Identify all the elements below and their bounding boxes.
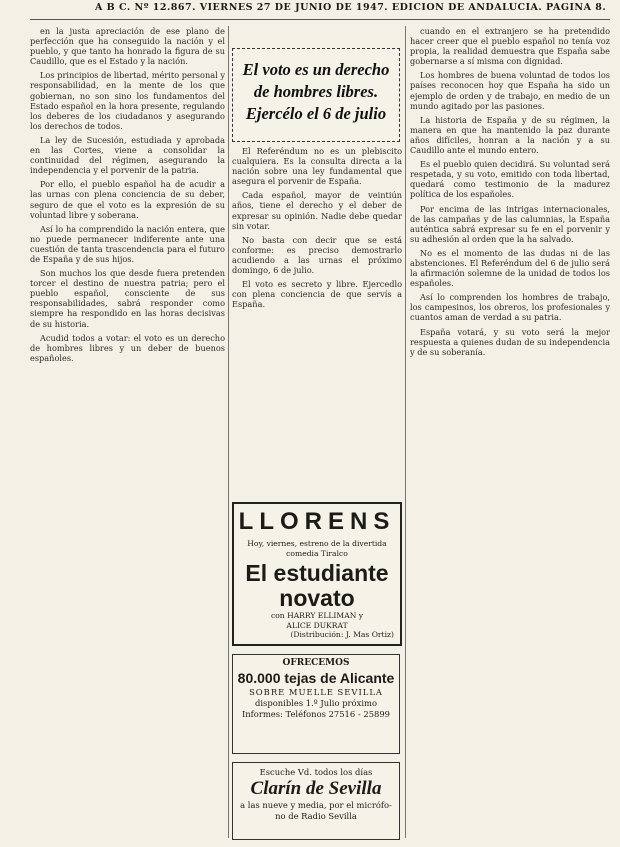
left-paragraph: en la justa apreciación de ese plano de perfección que ha conseguido la nación y el pueblo, y que tanto ha honrado la figura de su Caudillo, que es el Estado y la nación. — [30, 26, 225, 67]
middle-article — [232, 146, 402, 490]
llorens-title: LLORENS — [238, 508, 396, 535]
middle-paragraph: No basta con decir que se está conforme: es preciso demostrarlo acudiendo a las urnas el próximo domingo, 6 de julio. — [232, 234, 402, 276]
left-paragraph: Por ello, el pueblo español ha de acudir a las urnas con plena conciencia de su deber, seguro de que el voto es la expresión de su voluntad libre y soberana. — [30, 179, 225, 220]
cast-line-1: con HARRY ELLIMAN y — [270, 611, 364, 620]
right-paragraph: España votará, y su voto será la mejor respuesta a quienes dudan de su independencia y de su soberanía. — [410, 326, 610, 357]
tejas-line-1: OFRECEMOS — [282, 658, 350, 668]
llorens-cinema-ad — [232, 502, 402, 646]
film-title-line-1: El estudiante — [245, 560, 389, 586]
left-paragraph: La ley de Sucesión, estudiada y aprobada en las Cortes, viene a consolidar la continuidad del régimen, asegurando la independencia y el porvenir de la patria. — [30, 134, 225, 176]
referendum-headline-box — [232, 48, 400, 142]
right-paragraph: Por encima de las intrigas internacionales, de las campañas y de las calumnias, la España auténtica sabrá expresar su fe en el porvenir y su adhesión al orden que la ha salvado. — [410, 203, 610, 244]
left-paragraph: Acudid todos a votar: el voto es un derecho de hombres libres y un deber de buenos españoles. — [30, 332, 225, 363]
headline-line-3: Ejercélo el 6 de julio — [245, 104, 387, 123]
left-paragraph: Son muchos los que desde fuera pretenden torcer el destino de nuestra patria; pero el pueblo español, consciente de sus responsabilidades, sabrá responder como siempre ha respondido en las horas decisivas de su historia. — [30, 268, 225, 329]
headline-line-2: de hombres libres. — [253, 82, 379, 101]
middle-paragraph: El Referéndum no es un plebiscito cualquiera. Es la consulta directa a la nación sobre una ley fundamental que asegura el porvenir de España. — [232, 146, 402, 187]
tejas-line-3: SOBRE MUELLE SEVILLA — [249, 686, 383, 697]
llorens-line-1: Hoy, viernes, estreno de la divertida — [247, 539, 387, 548]
middle-paragraph: Cada español, mayor de veintiún años, tiene el derecho y el deber de expresar su opinión. Nadie debe quedar sin votar. — [232, 190, 402, 231]
tejas-line-4: disponibles 1.º Julio próximo — [255, 697, 377, 708]
left-column — [30, 26, 225, 838]
middle-paragraph: El voto es secreto y libre. Ejercedlo con plena conciencia de que servís a España. — [232, 279, 402, 310]
clarin-title: Clarín de Sevilla — [250, 778, 382, 799]
clarin-line-1: Escuche Vd. todos los días — [259, 767, 373, 777]
column-divider-left — [228, 26, 229, 838]
clarin-line-2: a las nueve y media, por el micrófo- — [240, 800, 392, 810]
right-paragraph: Así lo comprenden los hombres de trabajo, los campesinos, los obreros, los profesionales y cuantos aman de verdad a su patria. — [410, 292, 610, 323]
page-header: A B C. Nº 12.867. VIERNES 27 DE JUNIO DE 1947. EDICION DE ANDALUCIA. PAGINA 8. — [95, 2, 607, 13]
film-title-line-2: novato — [279, 585, 355, 611]
tejas-ad — [232, 654, 400, 754]
right-column — [410, 26, 610, 838]
tejas-line-2: 80.000 tejas de Alicante — [237, 669, 395, 686]
right-paragraph: Es el pueblo quien decidirá. Su voluntad será respetada, y su voto, emitido con toda libertad, quedará como testimonio de la madurez política de los españoles. — [410, 159, 610, 200]
right-paragraph: No es el momento de las dudas ni de las abstenciones. El Referéndum del 6 de julio será la afirmación solemne de la unidad de todos los españoles. — [410, 247, 610, 289]
clarin-radio-ad — [232, 762, 400, 840]
llorens-line-2: comedia Tiralco — [286, 548, 348, 558]
right-paragraph: Los hombres de buena voluntad de todos los países reconocen hoy que España ha sido un ejemplo de orden y de trabajo, en medio de un mundo agitado por las pasiones. — [410, 70, 610, 111]
clarin-line-3: no de Radio Sevilla — [275, 811, 357, 821]
tejas-line-5: Informes: Teléfonos 27516 - 25899 — [241, 708, 391, 719]
distribution-line: (Distribución: J. Mas Ortiz) — [290, 630, 394, 639]
left-paragraph: Así lo ha comprendido la nación entera, que no puede permanecer indiferente ante una cuestión de tanta trascendencia para el futuro de España y de sus hijos. — [30, 223, 225, 264]
header-rule — [30, 19, 610, 20]
cast-line-2: ALICE DUKRAT — [286, 620, 348, 630]
left-paragraph: Los principios de libertad, mérito personal y responsabilidad, en la mente de los que gobiernan, no son sino los fundamentos del Estado español en la hora presente, regulando los deberes de los ciudadanos y asegurando los derechos de todos. — [30, 70, 225, 131]
right-paragraph: La historia de España y de su régimen, la manera en que ha mantenido la paz durante años difíciles, honran a la nación y a su Caudillo ante el mundo entero. — [410, 114, 610, 156]
headline-line-1: El voto es un derecho — [242, 60, 390, 79]
right-paragraph: cuando en el extranjero se ha pretendido hacer creer que el pueblo español no tenía voz propia, la realidad demuestra que España sabe gobernarse a sí misma con dignidad. — [410, 26, 610, 67]
column-divider-right — [405, 26, 406, 838]
